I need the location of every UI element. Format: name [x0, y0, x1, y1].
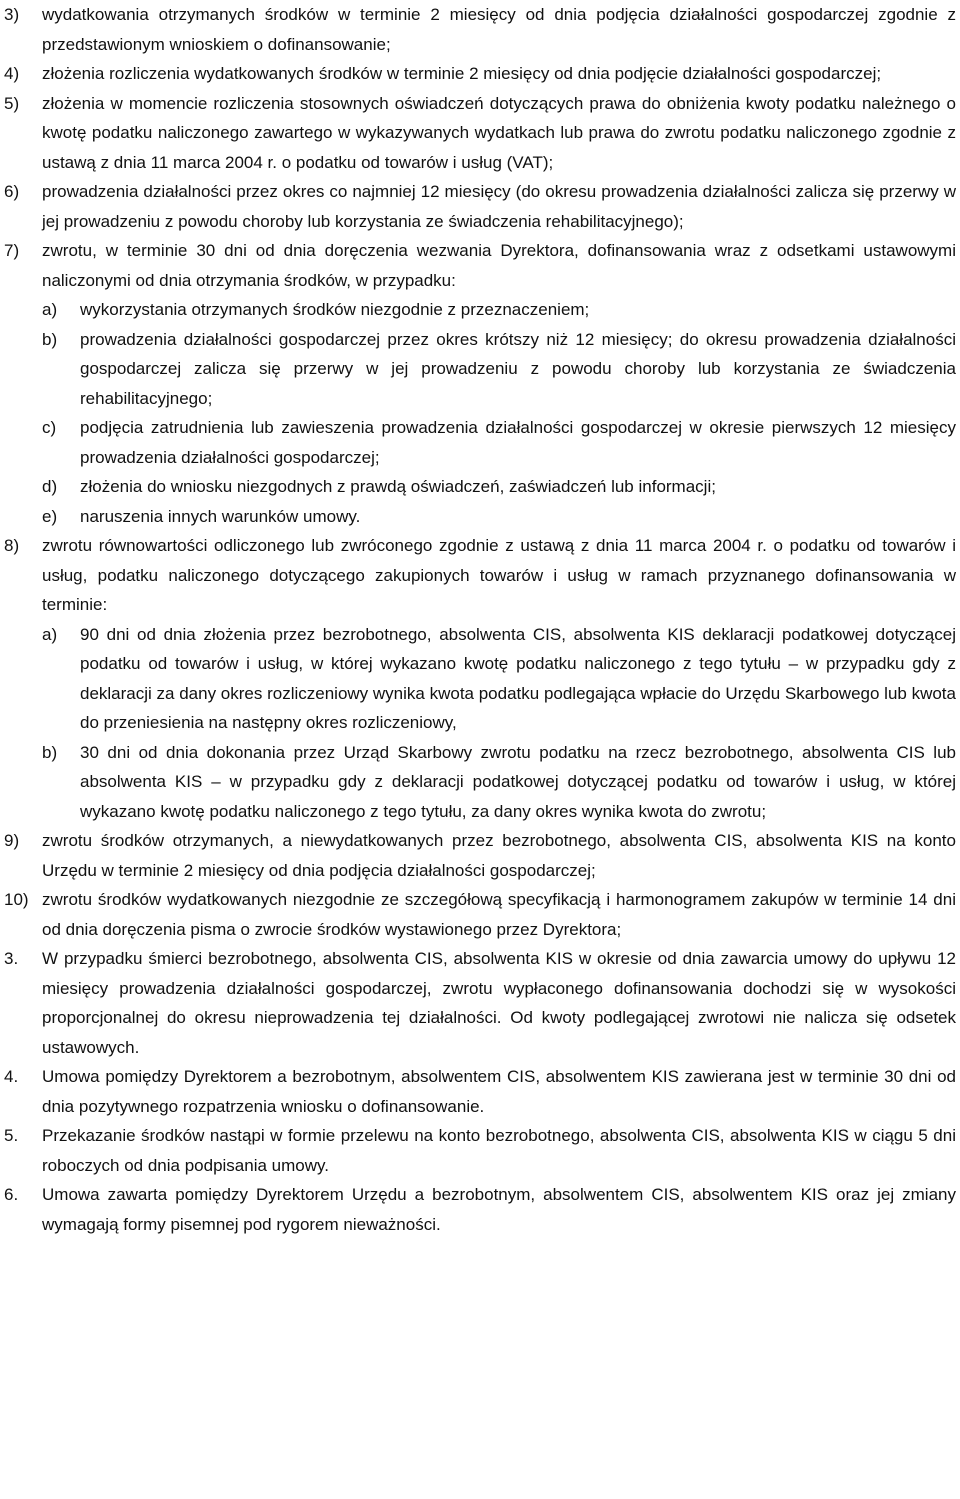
- sub-item-letter: d): [42, 477, 58, 496]
- list-item: [4, 531, 956, 826]
- item-number: 4): [4, 64, 20, 83]
- item-number: 4.: [4, 1067, 19, 1086]
- item-text: W przypadku śmierci bezrobotnego, absolwenta CIS, absolwenta KIS w okresie od dnia zawarcia umowy do upływu 12 miesięcy prowadzenia działalności gospodarczej, zwrotu wypłaconego dofinansowania dochodzi się w wysokości proporcjonalnej do okresu nieprowadzenia tej działalności. Od kwoty podlegającej zwrotowi nie nalicza się odsetek ustawowych.: [42, 949, 956, 1057]
- sub-item-letter: a): [42, 624, 58, 644]
- item-body: [42, 177, 956, 236]
- list-item: [4, 885, 956, 944]
- sub-item-text: 30 dni od dnia dokonania przez Urząd Skarbowy zwrotu podatku na rzecz bezrobotnego, absolwenta CIS lub absolwenta KIS – w przypadku gdy z deklaracji podatkowej dotyczącej podatku od towarów i usług, w której wykazano kwotę podatku naliczonego z tego tytułu, za dany okres wynika kwota do zwrotu;: [80, 742, 956, 821]
- sub-item-text: podjęcia zatrudnienia lub zawieszenia prowadzenia działalności gospodarczej w okresie pierwszych 12 miesięcy prowadzenia działalności gospodarczej;: [80, 418, 956, 467]
- item-body: [42, 0, 956, 59]
- sub-item: [42, 472, 956, 502]
- sub-item-text: wykorzystania otrzymanych środków niezgodnie z przeznaczeniem;: [80, 300, 590, 319]
- sub-item-text: naruszenia innych warunków umowy.: [80, 506, 361, 526]
- item-text: Umowa zawarta pomiędzy Dyrektorem Urzędu a bezrobotnym, absolwentem CIS, absolwentem KIS oraz jej zmiany wymagają formy pisemnej pod rygorem nieważności.: [42, 1185, 956, 1234]
- list-item: [4, 1180, 956, 1239]
- list-item: [4, 1062, 956, 1121]
- item-body: [42, 944, 956, 1062]
- list-item: [4, 0, 956, 59]
- item-text: zwrotu środków otrzymanych, a niewydatkowanych przez bezrobotnego, absolwenta CIS, absolwenta KIS na konto Urzędu w terminie 2 miesięcy od dnia podjęcia działalności gospodarczej;: [42, 831, 956, 880]
- item-number: 10): [4, 890, 29, 909]
- sub-item: [42, 738, 956, 827]
- item-body: [42, 1121, 956, 1180]
- sub-item-text: prowadzenia działalności gospodarczej przez okres krótszy niż 12 miesięcy; do okresu prowadzenia działalności gospodarczej zalicza się przerwy w jej prowadzeniu z powodu choroby lub korzystania ze świadczenia rehabilitacyjnego;: [80, 329, 956, 408]
- sub-item-letter: e): [42, 506, 58, 526]
- item-number: 3): [4, 5, 20, 24]
- sub-item-letter: c): [42, 418, 57, 437]
- item-text: zwrotu środków wydatkowanych niezgodnie ze szczegółową specyfikacją i harmonogramem zakupów w terminie 14 dni od dnia doręczenia pisma o zwrocie środków wystawionego przez Dyrektora;: [42, 890, 956, 939]
- list-item: [4, 89, 956, 178]
- list-item: [4, 236, 956, 531]
- list-item: [4, 59, 956, 89]
- item-body: [42, 59, 956, 89]
- list-item: [4, 826, 956, 885]
- sub-item-text: złożenia do wniosku niezgodnych z prawdą oświadczeń, zaświadczeń lub informacji;: [80, 477, 716, 496]
- item-number: 7): [4, 241, 20, 260]
- sub-item: [42, 502, 956, 532]
- item-number: 3.: [4, 949, 19, 968]
- item-text: prowadzenia działalności przez okres co najmniej 12 miesięcy (do okresu prowadzenia działalności zalicza się przerwy w jej prowadzeniu z powodu choroby lub korzystania ze świadczenia rehabilitacyjnego);: [42, 182, 956, 231]
- item-text: zwrotu, w terminie 30 dni od dnia doręczenia wezwania Dyrektora, dofinansowania wraz z odsetkami ustawowymi naliczonymi od dnia otrzymania środków, w przypadku:: [42, 241, 956, 290]
- item-number: 8): [4, 536, 20, 555]
- item-text: złożenia rozliczenia wydatkowanych środków w terminie 2 miesięcy od dnia podjęcie działalności gospodarczej;: [42, 64, 882, 83]
- item-number: 6.: [4, 1185, 19, 1204]
- item-number: 5.: [4, 1126, 19, 1145]
- list-item: [4, 1121, 956, 1180]
- item-body: [42, 826, 956, 885]
- item-body: [42, 1062, 956, 1121]
- item-text: Umowa pomiędzy Dyrektorem a bezrobotnym, absolwentem CIS, absolwentem KIS zawierana jest w terminie 30 dni od dnia pozytywnego rozpatrzenia wniosku o dofinansowanie.: [42, 1067, 956, 1116]
- list-item: [4, 177, 956, 236]
- item-number: 5): [4, 93, 20, 113]
- sub-item: [42, 620, 956, 738]
- sub-item: [42, 295, 956, 325]
- item-text: złożenia w momencie rozliczenia stosownych oświadczeń dotyczących prawa do obniżenia kwoty podatku należnego o kwotę podatku naliczonego zawartego w wykazywanych wydatkach lub prawa do zwrotu podatku naliczonego zgodnie z ustawą z dnia 11 marca 2004 r. o podatku od towarów i usług (VAT);: [42, 93, 956, 172]
- item-body: [42, 1180, 956, 1239]
- sub-item-letter: a): [42, 300, 58, 319]
- sub-item: [42, 413, 956, 472]
- clause-list: [4, 0, 956, 1239]
- list-item: [4, 944, 956, 1062]
- sub-item: [42, 325, 956, 414]
- item-text: zwrotu równowartości odliczonego lub zwróconego zgodnie z ustawą z dnia 11 marca 2004 r. o podatku od towarów i usług, podatku naliczonego dotyczącego zakupionych towarów i usług w ramach przyznanego dofinansowania w terminie:: [42, 536, 956, 614]
- item-text: Przekazanie środków nastąpi w formie przelewu na konto bezrobotnego, absolwenta CIS, absolwenta KIS w ciągu 5 dni roboczych od dnia podpisania umowy.: [42, 1126, 956, 1175]
- item-number: 9): [4, 831, 20, 850]
- item-text: wydatkowania otrzymanych środków w terminie 2 miesięcy od dnia podjęcia działalności gospodarczej zgodnie z przedstawionym wnioskiem o dofinansowanie;: [42, 5, 956, 54]
- sub-item-text: 90 dni od dnia złożenia przez bezrobotnego, absolwenta CIS, absolwenta KIS deklaracji podatkowej dotyczącej podatku od towarów i usług, w której wykazano kwotę podatku naliczonego z tego tytułu – w przypadku gdy z deklaracji za dany okres rozliczeniowy wynika kwota podatku podlegająca wpłacie do Urzędu Skarbowego lub kwota do przeniesienia na następny okres rozliczeniowy,: [80, 624, 956, 732]
- sub-item-letter: b): [42, 329, 58, 349]
- item-number: 6): [4, 182, 20, 201]
- item-body: [42, 89, 956, 178]
- item-body: [42, 531, 956, 826]
- item-body: [42, 885, 956, 944]
- item-body: [42, 236, 956, 531]
- sub-item-letter: b): [42, 742, 58, 762]
